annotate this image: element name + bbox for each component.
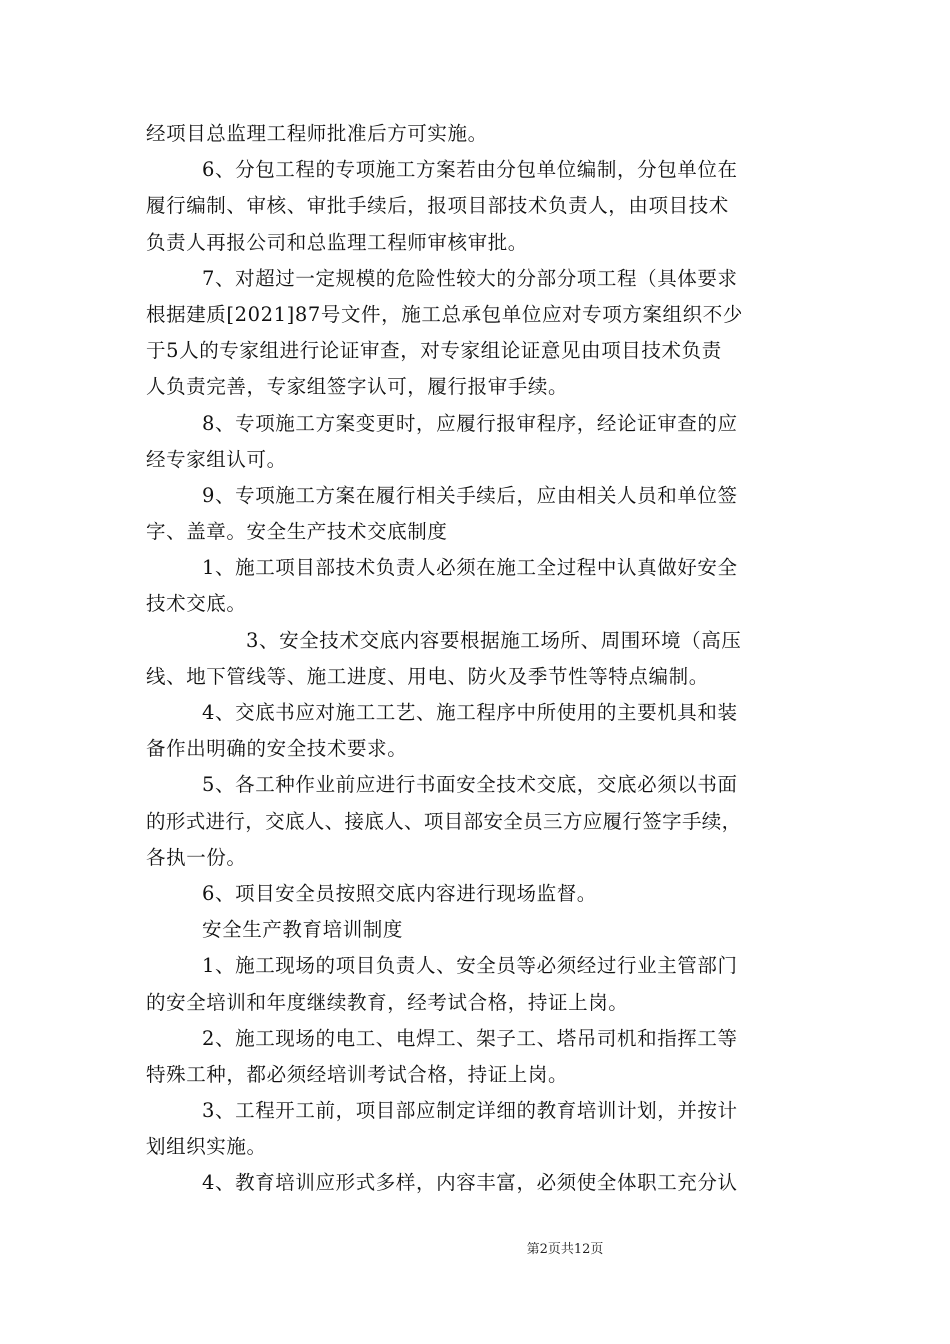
text-line: 经专家组认可。 xyxy=(146,447,287,471)
text-line: 8、专项施工方案变更时，应履行报审程序，经论证审查的应 xyxy=(202,411,738,435)
text-line: 技术交底。 xyxy=(146,592,247,616)
text-line: 负责人再报公司和总监理工程师审核审批。 xyxy=(146,230,528,254)
text-line: 划组织实施。 xyxy=(146,1135,267,1159)
text-line: 的安全培训和年度继续教育，经考试合格，持证上岗。 xyxy=(146,990,629,1014)
text-line: 履行编制、审核、审批手续后，报项目部技术负责人，由项目技术 xyxy=(146,194,729,218)
text-line: 字、盖章。安全生产技术交底制度 xyxy=(146,520,448,544)
text-line: 4、交底书应对施工工艺、施工程序中所使用的主要机具和装 xyxy=(202,701,738,724)
text-line: 线、地下管线等、施工进度、用电、防火及季节性等特点编制。 xyxy=(146,664,709,688)
text-line: 人负责完善，专家组签字认可，履行报审手续。 xyxy=(146,375,569,399)
document-body xyxy=(146,116,816,1202)
text-line: 特殊工种，都必须经培训考试合格，持证上岗。 xyxy=(146,1062,569,1086)
text-line: 1、施工项目部技术负责人必须在施工全过程中认真做好安全 xyxy=(202,556,738,580)
text-line: 4、教育培训应形式多样，内容丰富，必须使全体职工充分认 xyxy=(202,1171,738,1195)
text-line: 备作出明确的安全技术要求。 xyxy=(146,737,408,761)
text-line: 5、各工种作业前应进行书面安全技术交底，交底必须以书面 xyxy=(202,773,738,797)
text-line: 经项目总监理工程师批准后方可实施。 xyxy=(146,122,488,145)
text-line: 安全生产教育培训制度 xyxy=(202,918,404,942)
text-line: 6、项目安全员按照交底内容进行现场监督。 xyxy=(202,881,597,905)
text-line: 3、安全技术交底内容要根据施工场所、周围环境（高压 xyxy=(246,628,742,652)
text-line: 6、分包工程的专项施工方案若由分包单位编制，分包单位在 xyxy=(202,158,738,182)
text-line: 各执一份。 xyxy=(146,845,247,869)
page-number: 第2页共12页 xyxy=(526,1242,604,1257)
text-line: 根据建质[2021]87号文件，施工总承包单位应对专项方案组织不少 xyxy=(146,302,743,326)
text-line: 的形式进行，交底人、接底人、项目部安全员三方应履行签字手续， xyxy=(146,809,742,833)
text-line: 7、对超过一定规模的危险性较大的分部分项工程（具体要求 xyxy=(202,266,738,290)
text-line: 2、施工现场的电工、电焊工、架子工、塔吊司机和指挥工等 xyxy=(202,1026,738,1050)
text-line: 1、施工现场的项目负责人、安全员等必须经过行业主管部门 xyxy=(202,954,738,978)
text-line: 于5人的专家组进行论证审查，对专家组论证意见由项目技术负责 xyxy=(146,339,722,363)
text-line: 9、专项施工方案在履行相关手续后，应由相关人员和单位签 xyxy=(202,483,738,507)
text-line: 3、工程开工前，项目部应制定详细的教育培训计划，并按计 xyxy=(202,1099,738,1123)
